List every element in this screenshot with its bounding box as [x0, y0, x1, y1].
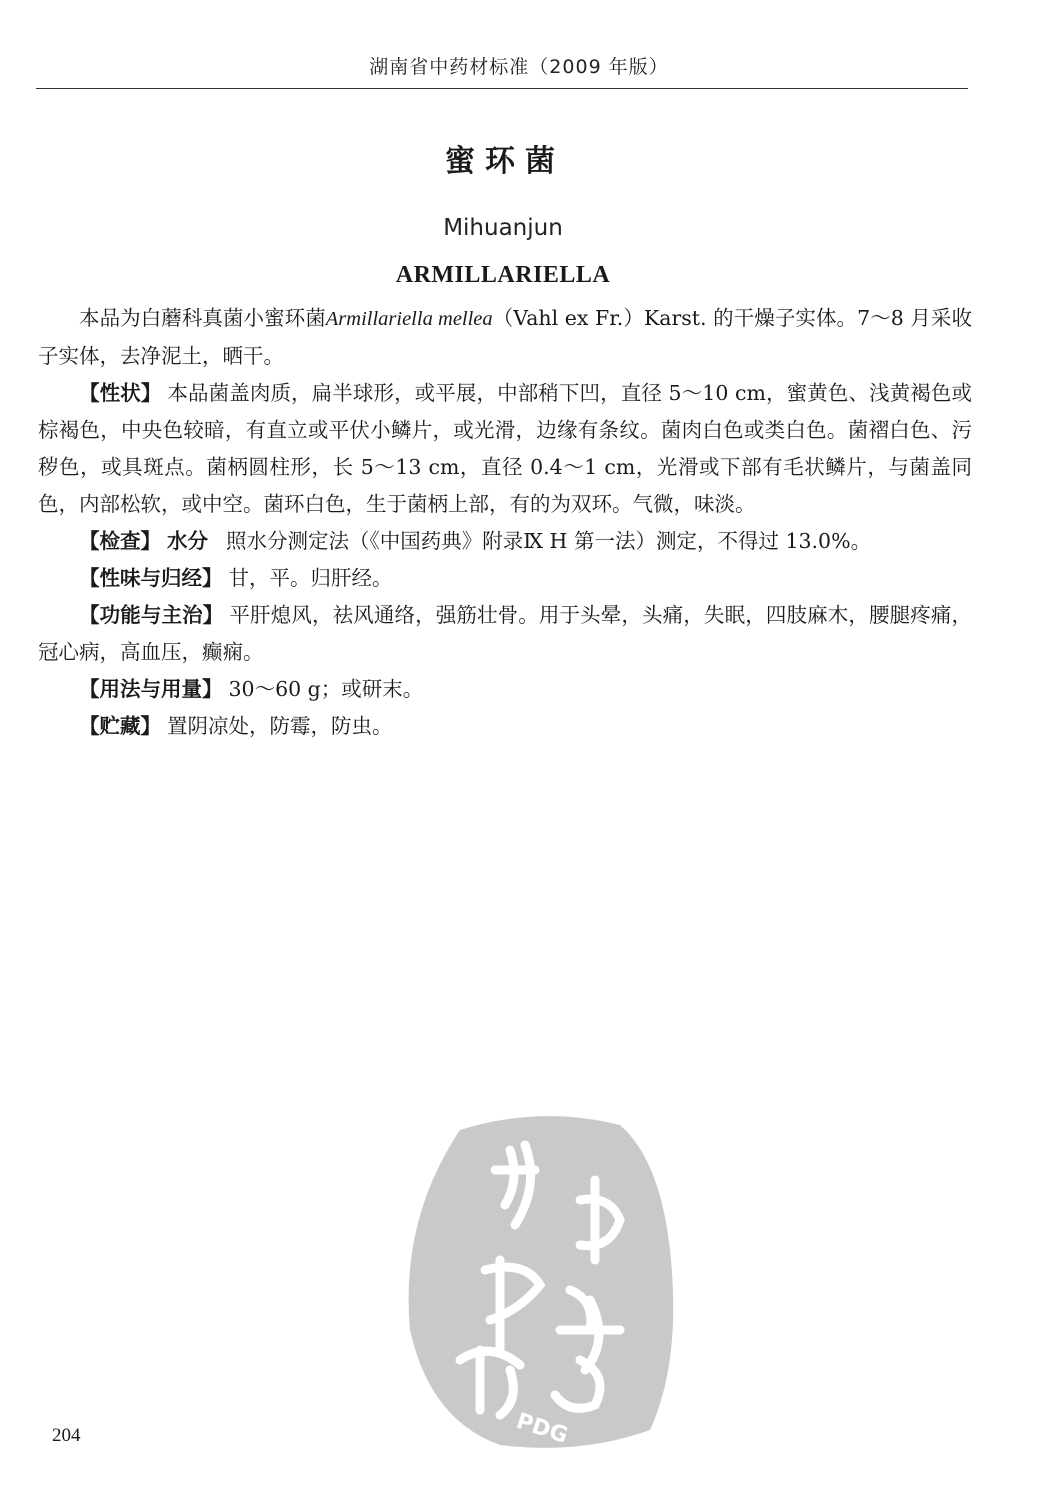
description-section	[38, 375, 972, 523]
description-text: 本品菌盖肉质，扁半球形，或平展，中部稍下凹，直径 5～10 cm，蜜黄色、浅黄褐色或棕褐色，中央色较暗，有直立或平伏小鳞片，或光滑，边缘有条纹。菌肉白色或类白色。菌褶白色、污秽色，或具斑点。菌柄圆柱形，长 5～13 cm，直径 0.4～1 cm，光滑或下部有毛状鳞片，与菌盖同色，内部松软，或中空。菌环白色，生于菌柄上部，有的为双环。气微，味淡。	[38, 381, 972, 516]
function-indication-section	[38, 597, 972, 671]
species-name: Armillariella mellea	[325, 308, 493, 330]
nature-meridian-text: 甘，平。归肝经。	[228, 566, 393, 590]
usage-dosage-section	[38, 671, 972, 708]
examination-sublabel: 水分	[167, 529, 208, 553]
entry-pinyin: Mihuanjun	[443, 215, 563, 241]
storage-section	[38, 708, 972, 745]
function-indication-label: 【功能与主治】	[79, 603, 224, 627]
entry-latin-name: ARMILLARIELLA	[395, 262, 611, 288]
seal-watermark	[390, 1100, 690, 1460]
nature-meridian-section	[38, 560, 972, 597]
intro-paragraph	[38, 300, 972, 375]
storage-text: 置阴凉处，防霉，防虫。	[167, 714, 393, 738]
running-header: 湖南省中药材标准（2009 年版）	[369, 56, 669, 78]
examination-label: 【检查】	[79, 529, 161, 553]
nature-meridian-label: 【性味与归经】	[79, 566, 223, 590]
intro-text-1: 本品为白蘑科真菌小蜜环菌	[79, 306, 326, 330]
function-indication-text: 平肝熄风，祛风通络，强筋壮骨。用于头晕，头痛，失眠，四肢麻木，腰腿疼痛，冠心病，高血压，癫痫。	[38, 603, 973, 664]
usage-dosage-label: 【用法与用量】	[79, 677, 223, 701]
intro-text-2: （Vahl ex Fr.）Karst. 的干燥子实体。7～8 月采收子实体，去净泥土，晒干。	[38, 306, 972, 368]
entry-body	[38, 300, 972, 745]
page-number: 204	[52, 1425, 81, 1446]
entry-title: 蜜环菌	[445, 144, 565, 179]
description-label: 【性状】	[79, 381, 162, 405]
storage-label: 【贮藏】	[79, 714, 161, 738]
seal-watermark-label: PDG	[513, 1408, 571, 1449]
examination-text: 照水分测定法（《中国药典》附录Ⅸ H 第一法）测定，不得过 13.0%。	[226, 529, 872, 553]
usage-dosage-text: 30～60 g；或研末。	[228, 677, 424, 701]
header-rule	[36, 88, 968, 89]
examination-section	[38, 523, 972, 560]
